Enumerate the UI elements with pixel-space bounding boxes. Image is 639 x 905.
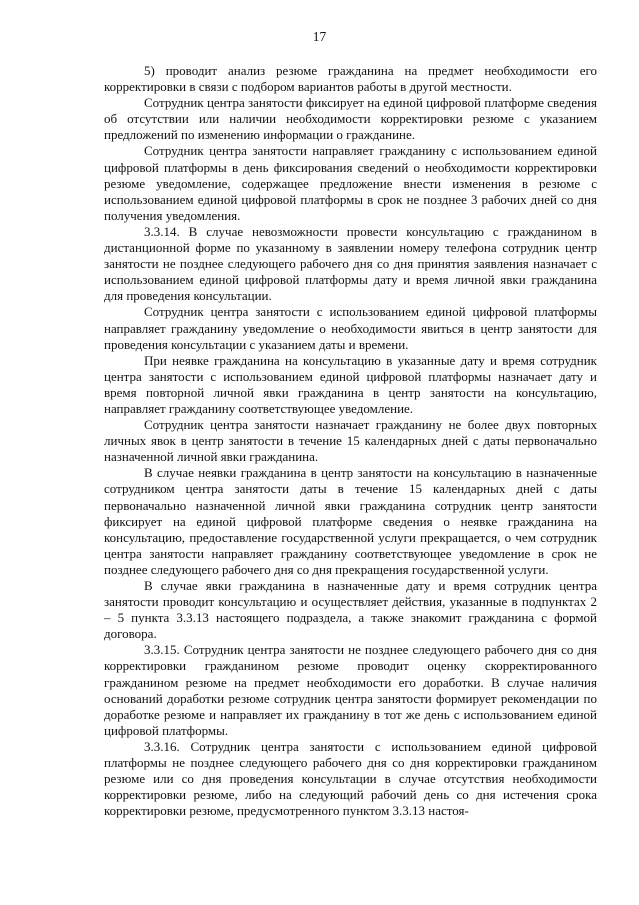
paragraph: Сотрудник центра занятости с использованием единой цифровой платформы направляет гражданину уведомление о необходимости явиться в центр занятости для проведения консультации с указанием даты и времени. [104, 304, 597, 352]
paragraph: При неявке гражданина на консультацию в указанные дату и время сотрудник центра занятости с использованием единой цифровой платформы назначает дату и время повторной личной явки гражданина в центр занятости на консультацию, направляет гражданину соответствующее уведомление. [104, 352, 597, 416]
paragraph: 3.3.15. Сотрудник центра занятости не позднее следующего рабочего дня со дня корректировки гражданином резюме проводит оценку скорректированного гражданином резюме на предмет необходимости его доработки. В случае наличия оснований доработки резюме сотрудник центра занятости формирует рекомендации по доработке резюме и направляет их гражданину в тот же день с использованием единой цифровой платформы. [104, 642, 597, 738]
paragraph: 3.3.16. Сотрудник центра занятости с использованием единой цифровой платформы не позднее следующего рабочего дня со дня корректировки гражданином резюме или со дня проведения консультации в случае отсутствия необходимости корректировки резюме, либо на следующий рабочий день со дня истечения срока корректировки резюме, предусмотренного пунктом 3.3.13 настоя- [104, 738, 597, 819]
paragraph: В случае явки гражданина в назначенные дату и время сотрудник центра занятости проводит консультацию и осуществляет действия, указанные в подпунктах 2 – 5 пункта 3.3.13 настоящего подраздела, а также знакомит гражданина с формой договора. [104, 578, 597, 642]
paragraph: Сотрудник центра занятости фиксирует на единой цифровой платформе сведения об отсутствии или наличии необходимости корректировки резюме с указанием предложений по изменению информации о гражданине. [104, 95, 597, 143]
paragraph: 3.3.14. В случае невозможности провести консультацию с гражданином в дистанционной форме по указанному в заявлении номеру телефона сотрудник центр занятости не позднее следующего рабочего дня со дня принятия заявления назначает с использованием единой цифровой платформы дату и время личной явки гражданина для проведения консультации. [104, 223, 597, 304]
paragraph: 5) проводит анализ резюме гражданина на предмет необходимости его корректировки в связи с подбором вариантов работы в другой местности. [104, 63, 597, 95]
paragraph: Сотрудник центра занятости назначает гражданину не более двух повторных личных явок в центр занятости в течение 15 календарных дней с даты первоначально назначенной личной явки гражданина. [104, 417, 597, 465]
page-number: 17 [312, 29, 327, 44]
paragraph: В случае неявки гражданина в центр занятости на консультацию в назначенные сотрудником центра занятости даты в течение 15 календарных дней с даты первоначально назначенной личной явки гражданина сотрудник центр занятости фиксирует на единой цифровой платформе сведения о неявке гражданина на консультацию, предоставление государственной услуги прекращается, о чем сотрудник центра занятости направляет гражданину соответствующее уведомление в срок не позднее следующего рабочего дня со дня прекращения государственной услуги. [104, 465, 597, 577]
paragraph: Сотрудник центра занятости направляет гражданину с использованием единой цифровой платформы в день фиксирования сведений о необходимости корректировки резюме уведомление, содержащее предложение внести изменения в резюме с использованием единой цифровой платформы в срок не позднее 3 рабочих дней со дня получения уведомления. [104, 143, 597, 223]
document-body [104, 63, 597, 819]
